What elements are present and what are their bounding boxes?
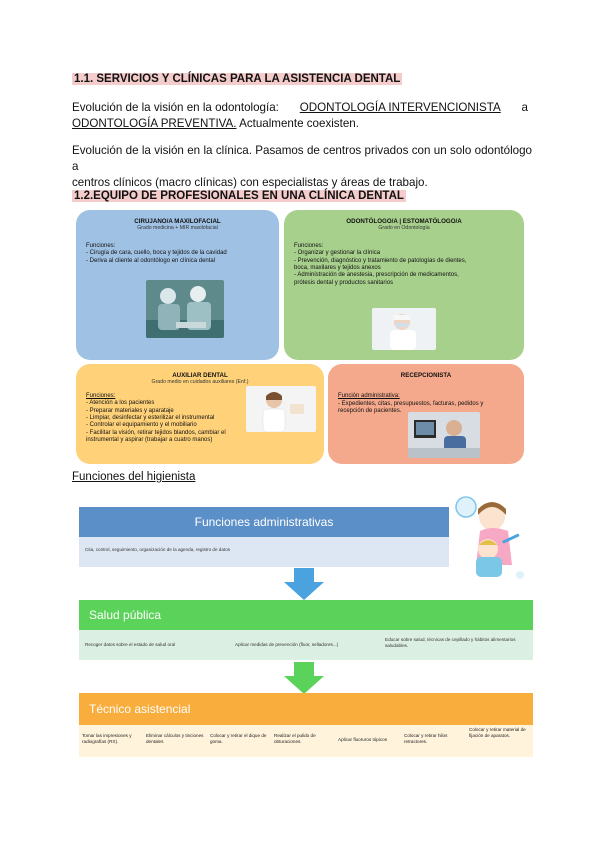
card-functions-heading: Función administrativa: (338, 393, 400, 400)
card-line: prótesis dental y productos sanitarios (294, 279, 394, 286)
surgeons-photo-icon (146, 280, 224, 338)
card-subtitle: Grado medicina + MIR maxilofacial (137, 225, 218, 232)
card-title: CIRUJANO/A MAXILOFACIAL (134, 218, 221, 225)
band-title: Técnico asistencial (89, 702, 191, 716)
card-title: RECEPCIONISTA (400, 372, 452, 379)
card-odontologo (284, 210, 524, 360)
card-recepcionista (328, 364, 524, 464)
card-line: - Cirugía de cara, cuello, boca y tejidos de la cavidad (86, 250, 227, 257)
section-heading-1: 1.1. SERVICIOS Y CLÍNICAS PARA LA ASISTENCIA DENTAL (74, 73, 401, 85)
card-line: - Administración de anestesia, prescripción de medicamentos, (294, 272, 459, 279)
tecnico-item: Eliminar cálculos y tinciones dentales (146, 733, 204, 744)
assistant-photo-icon (246, 386, 316, 432)
p1-prefix: Evolución de la visión en la odontología: (72, 101, 279, 114)
card-title: ODONTÓLOGO/A | ESTOMATÓLOGO/A (346, 218, 462, 225)
mother-child-brushing-illustration-icon (452, 495, 532, 585)
receptionist-photo-icon (408, 412, 480, 458)
down-arrow-icon (284, 662, 324, 694)
paragraph-1 (72, 100, 528, 132)
card-line: - Prevención, diagnóstico y tratamiento de patologías de dientes, (294, 257, 467, 264)
tecnico-item: Colocar y retirar hilos retractores. (404, 733, 448, 744)
card-line: - Controlar el equipamiento y el mobiliario (86, 422, 197, 429)
card-subtitle: Grado en Odontología (378, 225, 430, 232)
p1-mid: a (521, 101, 528, 114)
salud-item: Recoger datos sobre el estado de salud oral (85, 642, 176, 647)
band-title: Salud pública (89, 608, 162, 622)
section-heading-2: 1.2.EQUIPO DE PROFESIONALES EN UNA CLÍNICA DENTAL (74, 190, 404, 202)
admin-text-content: Cita, control, seguimiento, organización de la agenda, registro de datos (85, 547, 231, 552)
salud-item: Aplicar medidas de prevención (fluor, selladores...) (235, 642, 339, 647)
band-salud-publica (79, 600, 533, 630)
band-title: Funciones administrativas (194, 515, 334, 529)
band-funciones-administrativas (79, 507, 449, 537)
card-line: - Limpiar, desinfectar y esterilizar el instrumental (86, 415, 215, 422)
admin-text (79, 537, 449, 567)
card-line: - Atención a los pacientes (86, 400, 155, 407)
tecnico-item: Colocar y retirar el dique de goma. (210, 733, 267, 744)
tecnico-item: Colocar y retirar material de fijación de aparatos. (469, 727, 526, 738)
card-line: recepción de pacientes. (338, 408, 402, 415)
tecnico-row (79, 725, 533, 757)
card-line: - Preparar materiales y aparataje (86, 407, 174, 414)
link-odontologia-intervencionista[interactable]: ODONTOLOGÍA INTERVENCIONISTA (299, 101, 501, 114)
tecnico-item: Aplicar fluoruros tópicos (338, 737, 388, 742)
p2-line1: Evolución de la visión en la clínica. Pasamos de centros privados con un solo odontólogo a (72, 144, 532, 173)
salud-item: Educar sobre salud, técnicas de cepillado y hábitos alimentarios saludables. (385, 637, 516, 648)
card-auxiliar (76, 364, 324, 464)
card-line: - Facilitar la visión, retirar tejidos blandos, cambiar el (86, 429, 226, 436)
link-odontologia-preventiva[interactable]: ODONTOLOGÍA PREVENTIVA. (72, 117, 237, 130)
salud-row (79, 630, 533, 660)
card-line: boca, maxilares y tejidos anexos (294, 265, 381, 272)
card-line: - Deriva al cliente al odontólogo en clínica dental (86, 257, 216, 264)
band-tecnico-asistencial (79, 693, 533, 725)
card-subtitle: Grado medio en cuidados auxiliares (Enf.) (151, 379, 249, 386)
dentist-photo-icon (372, 308, 436, 350)
tecnico-item: Realizar el pulido de obturaciones. (274, 733, 316, 744)
down-arrow-icon (284, 568, 324, 600)
tecnico-item: Tomar las impresiones y radiografías (RX). (82, 733, 132, 744)
p1-suffix: Actualmente coexisten. (236, 117, 359, 130)
card-functions-heading: Funciones: (86, 392, 116, 399)
card-line: - Expedientes, citas, presupuestos, facturas, pedidos y (338, 400, 484, 407)
card-functions-heading: Funciones: (86, 242, 116, 249)
card-functions-heading: Funciones: (294, 242, 324, 249)
paragraph-2 (72, 143, 532, 191)
p2-line2: centros clínicos (macro clínicas) con especialistas y áreas de trabajo. (72, 176, 428, 189)
card-title: AUXILIAR DENTAL (172, 372, 228, 379)
card-cirujano (76, 210, 279, 360)
card-line: instrumental y aspirar (trabajar a cuatro manos) (86, 437, 213, 444)
card-line: - Organizar y gestionar la clínica (294, 250, 381, 257)
higienista-label: Funciones del higienista (72, 471, 196, 483)
